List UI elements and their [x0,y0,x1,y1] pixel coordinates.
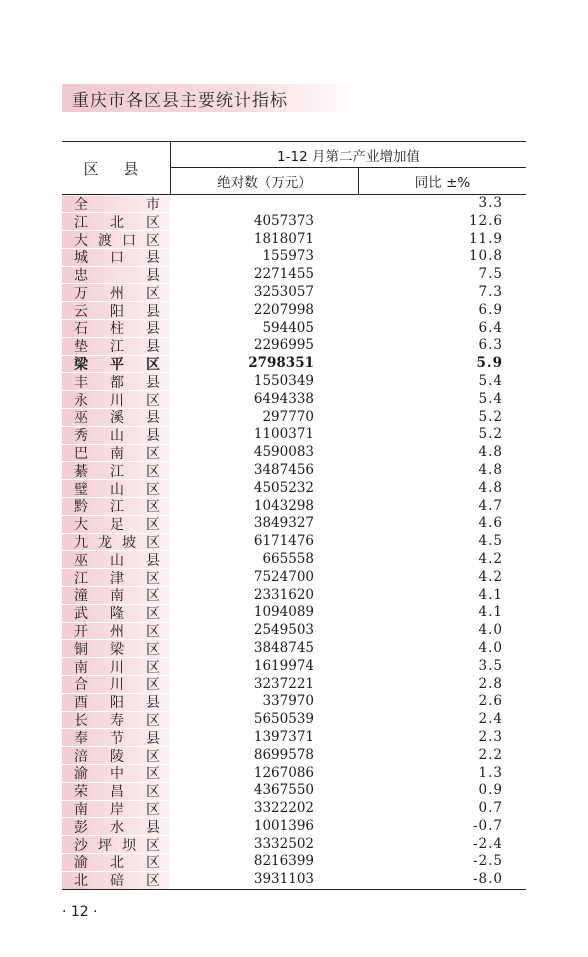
district-char: 区 [146,659,160,676]
absolute-value: 3848745 [253,639,314,656]
district-char: 铜 [74,641,88,658]
district-char: 山 [110,481,124,498]
absolute-value: 2331620 [253,586,314,603]
district-name [74,622,160,640]
district-char: 都 [110,374,124,391]
district-char: 区 [146,232,160,249]
absolute-value: 1094089 [253,604,314,621]
district-char: 区 [146,641,160,658]
absolute-value: 3332502 [253,835,314,852]
district-char: 坪 [98,837,112,854]
district-name [74,426,160,444]
absolute-value: 337970 [262,693,314,710]
yoy-value: 3.3 [478,195,503,211]
yoy-value: 12.6 [468,212,503,229]
district-char: 区 [146,837,160,854]
district-char: 区 [146,446,160,463]
absolute-value: 6171476 [253,533,314,550]
district-name [74,409,160,427]
absolute-value: 8699578 [253,746,314,763]
district-name [74,818,160,836]
district-char: 龙 [98,535,112,552]
district-name [74,765,160,783]
yoy-value: 1.3 [478,764,503,781]
table-row [62,711,526,729]
district-char: 奉 [74,730,88,747]
district-char: 九 [74,535,88,552]
table-row [62,213,526,231]
district-char: 隆 [110,606,124,623]
yoy-value: 11.9 [468,230,503,247]
district-char: 沙 [74,837,88,854]
table-row [62,266,526,284]
district-char: 荣 [74,784,88,801]
district-char: 州 [110,285,124,302]
district-name [74,284,160,302]
district-char: 区 [146,624,160,641]
district-char: 平 [110,357,124,374]
district-char: 柱 [110,321,124,338]
district-char: 万 [74,285,88,302]
district-name [74,320,160,338]
district-char: 区 [146,873,160,890]
district-char: 区 [146,214,160,231]
district-name [74,782,160,800]
table-row [62,800,526,818]
yoy-value: 4.5 [478,533,503,550]
district-char: 大 [74,232,88,249]
yoy-value: -2.5 [472,853,503,870]
district-char: 县 [146,428,160,445]
district-char: 县 [146,303,160,320]
district-char: 碚 [110,873,124,890]
district-char: 川 [110,677,124,694]
yoy-value: 2.4 [478,711,503,728]
district-char: 口 [110,250,124,267]
district-char: 江 [74,214,88,231]
district-char: 忠 [74,268,88,285]
yoy-value: 6.4 [478,319,503,336]
table-row [62,640,526,658]
yoy-value: 0.9 [478,782,503,799]
district-char: 梁 [110,641,124,658]
district-char: 区 [146,357,160,374]
yoy-value: 4.0 [478,622,503,639]
district-char: 区 [146,748,160,765]
district-char: 溪 [110,410,124,427]
district-char: 足 [110,517,124,534]
group-header: 1-12 月第二产业增加值 [171,142,526,168]
district-char: 中 [110,766,124,783]
table-row [62,355,526,373]
district-name [74,729,160,747]
district-char: 市 [146,196,160,213]
district-char: 涪 [74,748,88,765]
district-char: 区 [146,713,160,730]
yoy-value: 4.1 [478,604,503,621]
absolute-value: 4057373 [253,212,314,229]
absolute-value: 3849327 [253,515,314,532]
yoy-value: 5.4 [478,390,503,407]
page-title: 重庆市各区县主要统计指标 [72,91,288,111]
district-char: 江 [110,339,124,356]
district-char: 区 [146,481,160,498]
district-char: 县 [146,410,160,427]
absolute-value: 5650539 [253,711,314,728]
district-name [74,248,160,266]
district-char: 潼 [74,588,88,605]
yoy-value: 7.5 [478,266,503,283]
district-char: 区 [146,606,160,623]
district-char: 江 [110,499,124,516]
yoy-value: 4.1 [478,586,503,603]
yoy-value: 4.7 [478,497,503,514]
yoy-value: 5.9 [476,355,503,372]
yoy-value: 7.3 [478,283,503,300]
district-char: 石 [74,321,88,338]
yoy-value: 4.8 [478,479,503,496]
page-number: · 12 · [62,904,98,920]
district-name [74,462,160,480]
absolute-value: 3487456 [253,461,314,478]
district-char: 武 [74,606,88,623]
absolute-value: 155973 [262,248,314,265]
district-name [74,337,160,355]
yoy-value: 6.9 [478,301,503,318]
district-char: 昌 [110,784,124,801]
table-row [62,765,526,783]
absolute-value: 1397371 [253,728,314,745]
table-row [62,462,526,480]
district-char: 区 [146,463,160,480]
district-char: 垫 [74,339,88,356]
table-row [62,302,526,320]
district-char: 津 [110,570,124,587]
table-row [62,569,526,587]
table-row [62,853,526,871]
absolute-value: 3931103 [253,871,314,888]
district-char: 南 [74,802,88,818]
district-char: 区 [146,588,160,605]
district-char: 酉 [74,695,88,712]
table-row [62,818,526,836]
district-char: 黔 [74,499,88,516]
table-row [62,747,526,765]
table-row [62,782,526,800]
district-char: 开 [74,624,88,641]
district-char: 区 [146,392,160,409]
district-char: 云 [74,303,88,320]
district-char: 区 [146,499,160,516]
district-name [74,658,160,676]
district-name [74,515,160,533]
district-char: 节 [110,730,124,747]
district-char: 南 [110,588,124,605]
district-char: 县 [146,374,160,391]
district-char: 区 [146,677,160,694]
district-char: 全 [74,196,88,213]
table-row [62,195,526,213]
district-char: 北 [110,855,124,872]
table-row [62,676,526,694]
absolute-value: 2271455 [253,266,314,283]
district-name [74,569,160,587]
district-char: 县 [146,339,160,356]
district-char: 巫 [74,552,88,569]
district-char: 区 [146,766,160,783]
district-name [74,640,160,658]
district-char: 山 [110,428,124,445]
absolute-value: 4505232 [253,479,314,496]
table-row [62,551,526,569]
district-char: 綦 [74,463,88,480]
yoy-value: 4.2 [478,568,503,585]
district-header: 区 县 [62,142,171,194]
yoy-value: 4.8 [478,444,503,461]
district-char: 阳 [110,695,124,712]
district-char: 合 [74,677,88,694]
district-name [74,533,160,551]
district-char: 山 [110,552,124,569]
absolute-value: 3237221 [253,675,314,692]
district-name [74,676,160,694]
district-char: 北 [110,214,124,231]
table-row [62,320,526,338]
table-row [62,231,526,249]
table-row [62,426,526,444]
district-char: 岸 [110,802,124,818]
absolute-value: 2798351 [248,355,314,372]
yoy-value: 6.3 [478,337,503,354]
district-name [74,373,160,391]
absolute-value: 6494338 [253,390,314,407]
yoy-value: 5.4 [478,372,503,389]
district-name [74,551,160,569]
absolute-value: 2207998 [253,301,314,318]
district-char: 南 [110,446,124,463]
district-name [74,604,160,622]
district-name [74,444,160,462]
yoy-value: -8.0 [472,871,503,888]
table-row [62,480,526,498]
district-char: 南 [74,659,88,676]
district-name [74,302,160,320]
absolute-value-header: 绝对数（万元） [171,168,359,194]
absolute-value: 1550349 [253,372,314,389]
district-char: 川 [110,392,124,409]
district-char: 县 [146,268,160,285]
district-name [74,800,160,818]
yoy-value: 0.7 [478,800,503,817]
district-name [74,213,160,231]
district-name [74,836,160,854]
district-name [74,871,160,889]
district-char: 巴 [74,446,88,463]
absolute-value: 1100371 [253,426,314,443]
table-row [62,498,526,516]
district-char: 渝 [74,766,88,783]
district-char: 陵 [110,748,124,765]
yoy-value: -0.7 [472,817,503,834]
district-char: 区 [146,855,160,872]
district-char: 区 [146,570,160,587]
table-row [62,836,526,854]
yoy-value: 4.6 [478,515,503,532]
district-char: 北 [74,873,88,890]
district-char: 璧 [74,481,88,498]
absolute-value: 8216399 [253,853,314,870]
district-char: 县 [146,321,160,338]
district-name [74,195,160,213]
district-name [74,231,160,249]
yoy-value: 2.3 [478,728,503,745]
yoy-header: 同比 ±% [414,175,471,191]
table-row [62,587,526,605]
district-name [74,391,160,409]
table-row [62,515,526,533]
yoy-value: 5.2 [478,426,503,443]
absolute-value: 297770 [262,408,314,425]
district-char: 巫 [74,410,88,427]
absolute-value: 3253057 [253,283,314,300]
district-char: 川 [110,659,124,676]
district-char: 梁 [74,357,88,374]
district-char: 永 [74,392,88,409]
table-row [62,871,526,889]
district-char: 区 [146,535,160,552]
absolute-value: 1043298 [253,497,314,514]
district-char: 坡 [122,535,136,552]
district-char: 县 [146,819,160,836]
district-char: 县 [146,552,160,569]
district-name [74,711,160,729]
absolute-value: 665558 [262,550,314,567]
district-char: 江 [110,463,124,480]
absolute-value: 3322202 [253,800,314,817]
district-name [74,498,160,516]
table-row [62,604,526,622]
district-char: 长 [74,713,88,730]
yoy-value: 5.2 [478,408,503,425]
table-header [62,141,526,195]
district-char: 秀 [74,428,88,445]
yoy-value: 10.8 [468,248,503,265]
table-row [62,533,526,551]
yoy-value: 3.5 [478,657,503,674]
district-char: 江 [74,570,88,587]
stats-table [62,141,526,890]
table-row [62,444,526,462]
absolute-value: 2549503 [253,622,314,639]
district-char: 州 [110,624,124,641]
yoy-value: 2.2 [478,746,503,763]
absolute-value: 1619974 [253,657,314,674]
district-name [74,747,160,765]
table-body [62,195,526,890]
yoy-value: -2.4 [472,835,503,852]
absolute-value [171,195,314,213]
absolute-value: 1818071 [253,230,314,247]
table-row [62,284,526,302]
district-name [74,480,160,498]
absolute-value: 1001396 [253,817,314,834]
district-char: 彭 [74,819,88,836]
district-char: 水 [110,819,124,836]
table-row [62,729,526,747]
district-name [74,355,160,373]
table-row [62,693,526,711]
district-char: 口 [122,232,136,249]
district-name [74,853,160,871]
absolute-value: 4367550 [253,782,314,799]
table-row [62,391,526,409]
district-char: 阳 [110,303,124,320]
yoy-value: 4.2 [478,550,503,567]
district-char: 区 [146,784,160,801]
table-row [62,373,526,391]
absolute-value: 594405 [262,319,314,336]
district-char: 坝 [122,837,136,854]
district-name [74,266,160,284]
district-char: 渡 [98,232,112,249]
district-char: 县 [146,730,160,747]
absolute-value: 4590083 [253,444,314,461]
absolute-value: 2296995 [253,337,314,354]
table-row [62,248,526,266]
table-row [62,409,526,427]
yoy-value: 2.6 [478,693,503,710]
district-char: 县 [146,695,160,712]
district-char: 丰 [74,374,88,391]
yoy-value: 4.8 [478,461,503,478]
table-row [62,337,526,355]
district-char: 区 [146,802,160,818]
table-row [62,658,526,676]
district-name [74,693,160,711]
absolute-value: 7524700 [253,568,314,585]
district-char: 区 [146,285,160,302]
absolute-value: 1267086 [253,764,314,781]
district-char: 渝 [74,855,88,872]
district-char: 寿 [110,713,124,730]
district-char: 区 [146,517,160,534]
district-name [74,587,160,605]
district-char: 县 [146,250,160,267]
yoy-value: 4.0 [478,639,503,656]
yoy-value: 2.8 [478,675,503,692]
table-row [62,622,526,640]
district-char: 大 [74,517,88,534]
district-char: 城 [74,250,88,267]
